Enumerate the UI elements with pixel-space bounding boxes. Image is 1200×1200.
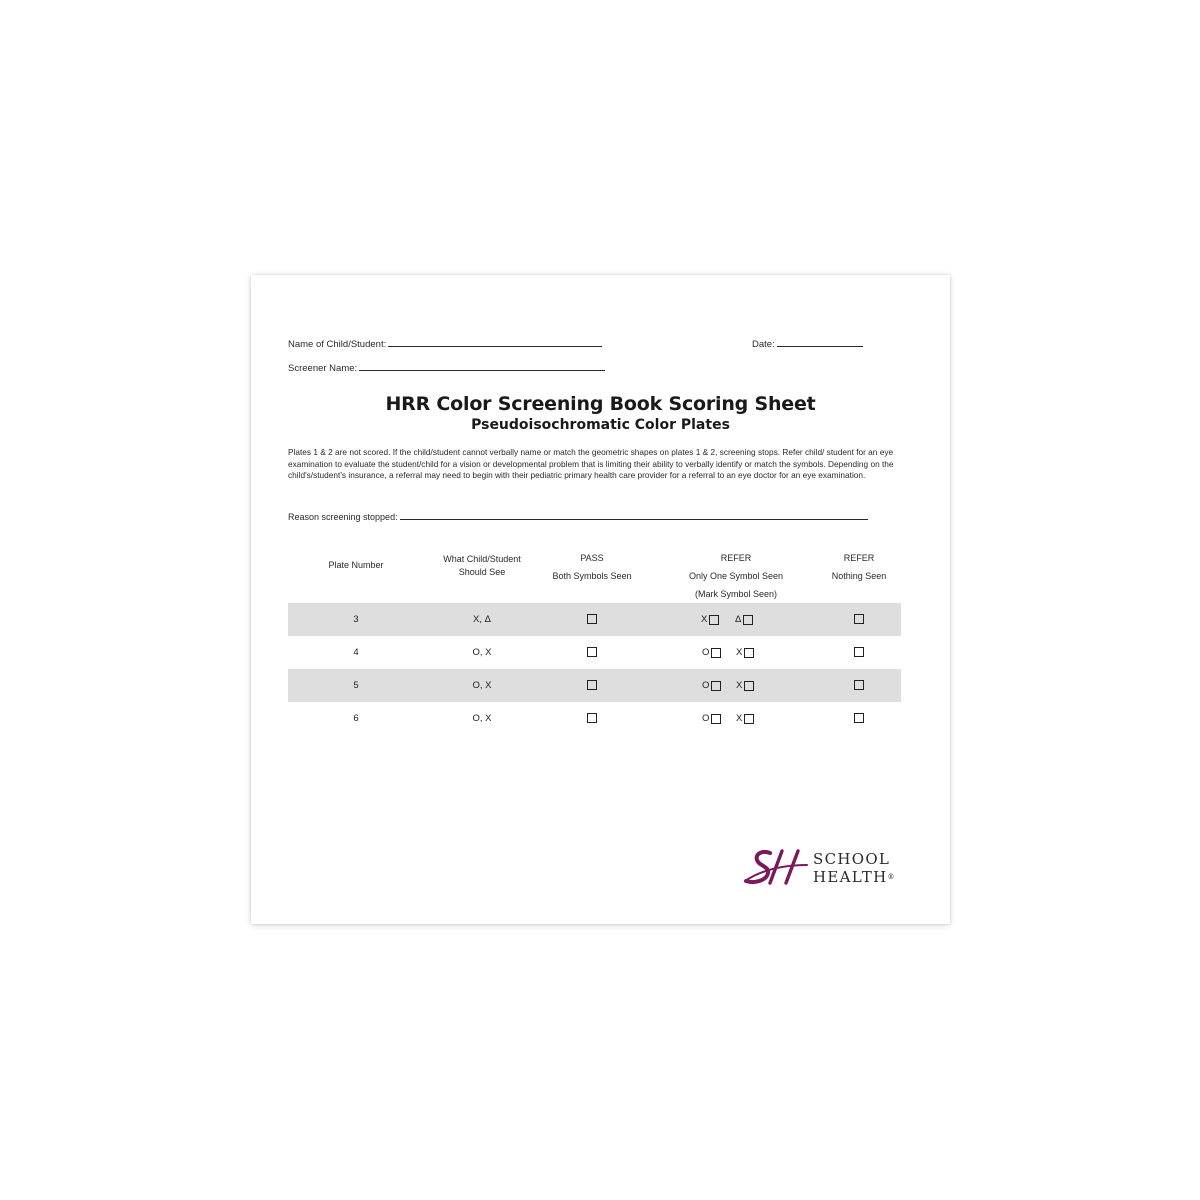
refer-none-checkbox-cell [849, 702, 869, 735]
school-health-logo [743, 847, 918, 889]
column-header-pass-line2: Both Symbols Seen [552, 571, 632, 581]
pass-checkbox-cell [582, 702, 602, 735]
refer-none-checkbox[interactable] [854, 713, 864, 723]
expected-symbols: O, X [472, 680, 492, 691]
refer-one-symbol-b [736, 636, 754, 669]
column-header-plate [306, 559, 406, 572]
symbol-a-checkbox[interactable] [711, 681, 721, 691]
plate-number: 3 [353, 614, 359, 625]
refer-none-checkbox-cell [849, 636, 869, 669]
child-name-label: Name of Child/Student: [288, 339, 387, 350]
screener-name-label: Screener Name: [288, 363, 358, 374]
symbol-b-checkbox[interactable] [743, 615, 753, 625]
logo-line-health-text: HEALTH [813, 868, 888, 886]
logo-wordmark [813, 850, 895, 886]
symbol-a-checkbox[interactable] [709, 615, 719, 625]
refer-none-checkbox[interactable] [854, 647, 864, 657]
symbol-a-label: O [702, 647, 710, 658]
symbol-a-label: O [702, 713, 710, 724]
refer-one-symbol-b [736, 669, 754, 702]
screener-name-field [288, 361, 605, 374]
registered-mark: ® [887, 873, 895, 881]
pass-checkbox[interactable] [587, 614, 597, 624]
column-header-refer-one [671, 549, 801, 603]
pass-checkbox-cell [582, 603, 602, 636]
table-row [288, 636, 901, 669]
column-header-refer-none-line2: Nothing Seen [831, 571, 887, 581]
symbol-a-checkbox[interactable] [711, 714, 721, 724]
symbol-b-checkbox[interactable] [744, 714, 754, 724]
date-label: Date: [752, 339, 775, 350]
symbol-b-checkbox[interactable] [744, 681, 754, 691]
column-header-should-see-line1: What Child/Student [443, 554, 521, 564]
pass-checkbox-cell [582, 636, 602, 669]
symbol-b-checkbox[interactable] [744, 648, 754, 658]
pass-checkbox[interactable] [587, 647, 597, 657]
expected-symbols: X, Δ [473, 614, 491, 625]
column-header-refer-one-line2: Only One Symbol Seen [688, 571, 784, 581]
refer-none-checkbox[interactable] [854, 614, 864, 624]
column-header-refer-none-line1: REFER [843, 553, 875, 563]
reason-stopped-line[interactable] [400, 510, 868, 520]
table-row [288, 702, 901, 735]
symbol-a-label: X [701, 614, 708, 625]
symbol-b-label: Δ [735, 614, 742, 625]
column-header-plate-label: Plate Number [328, 560, 384, 570]
logo-line-school: SCHOOL [813, 850, 891, 868]
plate-number: 4 [353, 647, 359, 658]
refer-one-symbol-b [735, 603, 753, 636]
symbol-b-label: X [736, 647, 743, 658]
date-field [752, 337, 863, 350]
plate-number: 5 [353, 680, 359, 691]
refer-one-symbol-a [701, 603, 719, 636]
expected-symbols: O, X [472, 713, 492, 724]
screener-name-line[interactable] [359, 361, 605, 371]
column-header-refer-none [809, 549, 909, 585]
sheet-subtitle: Pseudoisochromatic Color Plates [471, 417, 730, 433]
expected-symbols: O, X [472, 647, 492, 658]
date-line[interactable] [777, 337, 863, 347]
instructions-text: Plates 1 & 2 are not scored. If the child/student cannot verbally name or match the geometric shapes on plates 1 & 2, screening stops. Refer child/ student for an eye examination to evaluate the student/child for a vision or developmental problem that is limiting their ability to verbally identify or match the symbols. Depending on the child's/student's insurance, a referral may need to begin with their pediatric primary health care provider for a referral to an eye doctor for an eye examination. [288, 447, 894, 481]
column-header-refer-one-line1: REFER [720, 553, 752, 563]
pass-checkbox-cell [582, 669, 602, 702]
table-row [288, 603, 901, 636]
table-row [288, 669, 901, 702]
logo-line-health [813, 868, 895, 886]
refer-one-symbol-b [736, 702, 754, 735]
refer-one-symbol-a [702, 669, 721, 702]
scoring-sheet [251, 275, 950, 924]
reason-stopped-field [288, 510, 868, 522]
column-header-refer-one-line3: (Mark Symbol Seen) [694, 589, 778, 599]
child-name-field [288, 337, 602, 350]
refer-one-symbol-a [702, 636, 721, 669]
symbol-b-label: X [736, 713, 743, 724]
reason-stopped-label: Reason screening stopped: [288, 512, 398, 522]
symbol-a-label: O [702, 680, 710, 691]
refer-none-checkbox-cell [849, 603, 869, 636]
sheet-title: HRR Color Screening Book Scoring Sheet [385, 393, 816, 415]
column-header-should-see-line2: Should See [458, 567, 506, 577]
sh-monogram-icon [743, 847, 811, 889]
symbol-b-label: X [736, 680, 743, 691]
column-header-pass-line1: PASS [580, 553, 604, 563]
child-name-line[interactable] [388, 337, 602, 347]
refer-none-checkbox-cell [849, 669, 869, 702]
refer-one-symbol-a [702, 702, 721, 735]
column-header-should-see [427, 553, 537, 579]
pass-checkbox[interactable] [587, 713, 597, 723]
column-header-pass [537, 549, 647, 585]
plate-number: 6 [353, 713, 359, 724]
symbol-a-checkbox[interactable] [711, 648, 721, 658]
refer-none-checkbox[interactable] [854, 680, 864, 690]
pass-checkbox[interactable] [587, 680, 597, 690]
scoring-table [288, 603, 901, 735]
